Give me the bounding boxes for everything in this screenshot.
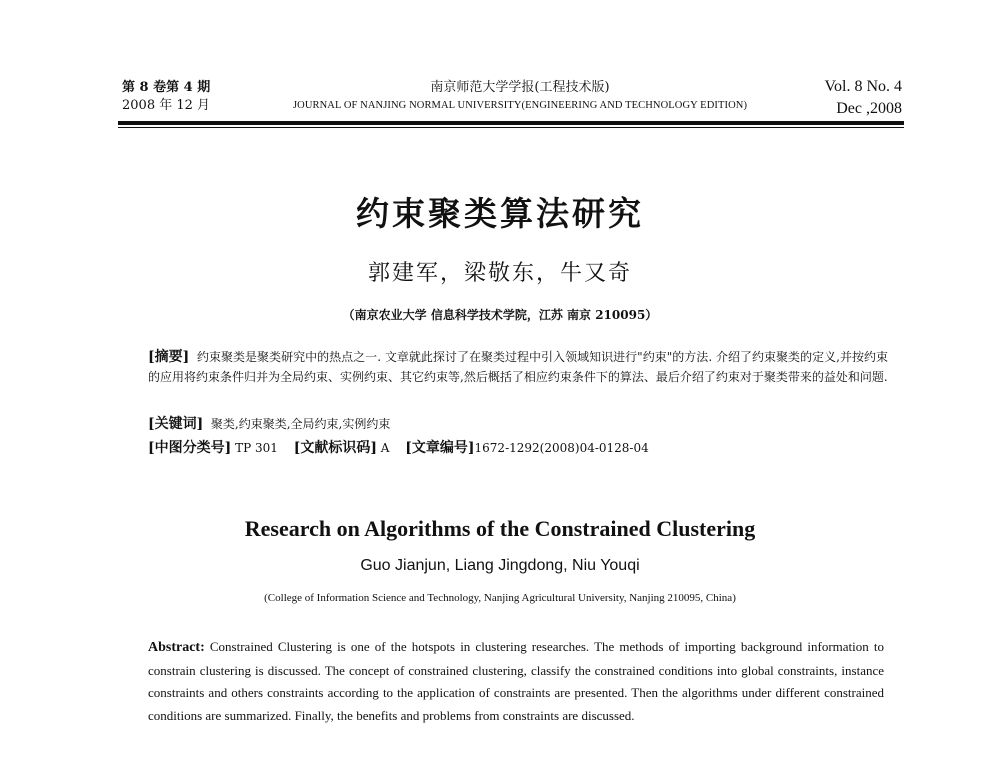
journal-name-cn: 南京师范大学学报(工程技术版) [430,80,610,95]
abstract-label-en: Abstract: [148,640,205,655]
volume-issue-en: Vol. 8 No. 4 [824,78,902,95]
clc-value: TP 301 [235,441,278,455]
abstract-text-cn: 约束聚类是聚类研究中的热点之一. 文章就此探讨了在聚类过程中引入领域知识进行"约束"的方法. 介绍了约束聚类的定义,并按约束的应用将约束条件归并为全局约束、实例约束、其它约束等,然后概括了相应约束条件下的算法、最后介绍了约束对于聚类带来的益处和问题. [148,350,888,384]
affiliation-en: (College of Information Science and Technology, Nanjing Agricultural University, Nanjing 210095, China) [264,592,736,604]
paper-title-cn: 约束聚类算法研究 [356,194,644,233]
affiliation-cn: （南京农业大学 信息科学技术学院，江苏 南京 210095） [342,308,658,322]
abstract-en [148,636,884,727]
journal-name-en: JOURNAL OF NANJING NORMAL UNIVERSITY(ENGINEERING AND TECHNOLOGY EDITION) [292,100,748,111]
keywords-label-cn: [关键词] [148,416,204,432]
abstract-label-cn: [摘要] [148,349,190,365]
volume-issue-cn: 第 8 卷第 4 期 [122,80,211,95]
date-cn: 2008 年 12 月 [122,98,211,113]
keywords-cn [148,414,888,434]
authors-en: Guo Jianjun, Liang Jingdong, Niu Youqi [360,557,640,574]
article-no-value: 1672-1292(2008)04-0128-04 [474,441,649,455]
issue-info-cn [122,79,210,115]
doc-code-value: A [380,441,390,455]
classification-line [148,438,908,458]
doc-code-label: [文献标识码] [293,440,377,456]
authors-cn: 郭建军，梁敬东，牛又奇 [367,261,632,286]
paper-title-en: Research on Algorithms of the Constrained Clustering [244,516,756,541]
header-rule-thin [118,127,904,128]
abstract-text-en: Constrained Clustering is one of the hotspots in clustering researches. The methods of importing background information to constrain clustering is discussed. The concept of constrained clustering, classify the constrained conditions into global constraints, instance constraints and others constraints according to the application of constraints are presented. Then the algorithms under different constrained conditions are summarized. Finally, the benefits and problems from constraints are discussed. [148,639,884,723]
date-en: Dec ,2008 [836,100,902,117]
header-rule-thick [118,121,904,125]
issue-info-en [825,76,903,120]
clc-label: [中图分类号] [148,440,232,456]
keywords-text-cn: 聚类,约束聚类,全局约束,实例约束 [210,417,391,431]
article-no-label: [文章编号] [405,440,475,456]
journal-name [240,79,800,115]
abstract-cn [148,347,888,387]
